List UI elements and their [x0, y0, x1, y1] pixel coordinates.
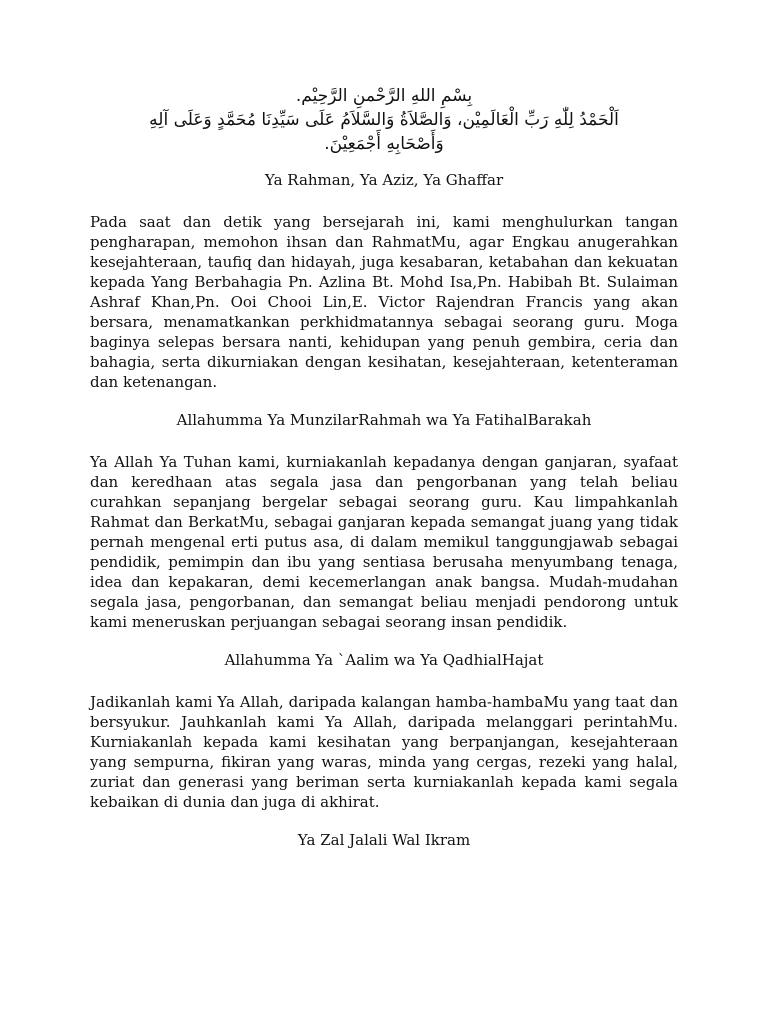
arabic-hamdalah-line: اَلْحَمْدُ لِلّٰهِ رَبِّ الْعَالَمِيْن، وَالصَّلاَةُ وَالسَّلاَمُ عَلَى سَيِّدِنَا مُحَمَّدٍ وَعَلَى آلِهِ — [149, 110, 619, 130]
section-paragraph-3: Jadikanlah kami Ya Allah, daripada kalangan hamba-hambaMu yang taat dan bersyukur. Jauhkanlah kami Ya Allah, daripada melanggari perintahMu. Kurniakanlah kepada kami kesihatan yang berpanjangan, kesejahteraan yang sempurna, fikiran yang waras, minda yang cergas, rezeki yang halal, zuriat dan generasi yang beriman serta kurniakanlah kepada kami segala kebaikan di dunia dan juga di akhirat. — [90, 693, 678, 811]
section-paragraph-1: Pada saat dan detik yang bersejarah ini, kami menghulurkan tangan pengharapan, memohon ihsan dan RahmatMu, agar Engkau anugerahkan kesejahteraan, taufiq dan hidayah, juga kesabaran, ketabahan dan kekuatan kepada Yang Berbahagia Pn. Azlina Bt. Mohd Isa,Pn. Habibah Bt. Sulaiman Ashraf Khan,Pn. Ooi Chooi Lin,E. Victor Rajendran Francis yang akan bersara, menamatkankan perkhidmatannya sebagai seorang guru. Moga baginya selepas bersara nanti, kehidupan yang penuh gembira, ceria dan bahagia, serta dikurniakan dengan kesihatan, kesejahteraan, ketenteraman dan ketenangan. — [90, 213, 678, 391]
section-heading-1: Ya Rahman, Ya Aziz, Ya Ghaffar — [264, 171, 504, 189]
basmalah-line: بِسْمِ اللهِ الرَّحْمنِ الرَّحِيْم. — [295, 86, 473, 106]
section-heading-3: Allahumma Ya `Aalim wa Ya QadhialHajat — [224, 651, 544, 669]
section-paragraph-2: Ya Allah Ya Tuhan kami, kurniakanlah kepadanya dengan ganjaran, syafaat dan keredhaan atas segala jasa dan pengorbanan yang telah beliau curahkan sepanjang bergelar sebagai seorang guru. Kau limpahkanlah Rahmat dan BerkatMu, sebagai ganjaran kepada semangat juang yang tidak pernah mengenal erti putus asa, di dalam memikul tanggungjawab sebagai pendidik, pemimpin dan ibu yang sentiasa berusaha menyumbang tenaga, idea dan kepakaran, demi kecemerlangan anak bangsa. Mudah-mudahan segala jasa, pengorbanan, dan semangat beliau menjadi pendorong untuk kami meneruskan perjuangan sebagai seorang insan pendidik. — [90, 453, 678, 631]
closing-line: Ya Zal Jalali Wal Ikram — [297, 831, 471, 849]
section-heading-2: Allahumma Ya MunzilarRahmah wa Ya FatihalBarakah — [176, 411, 592, 429]
arabic-opening — [90, 84, 678, 156]
arabic-salawat-line: وَأَصْحَابِهِ أَجْمَعِيْنَ. — [324, 134, 444, 154]
document-page — [90, 84, 678, 872]
